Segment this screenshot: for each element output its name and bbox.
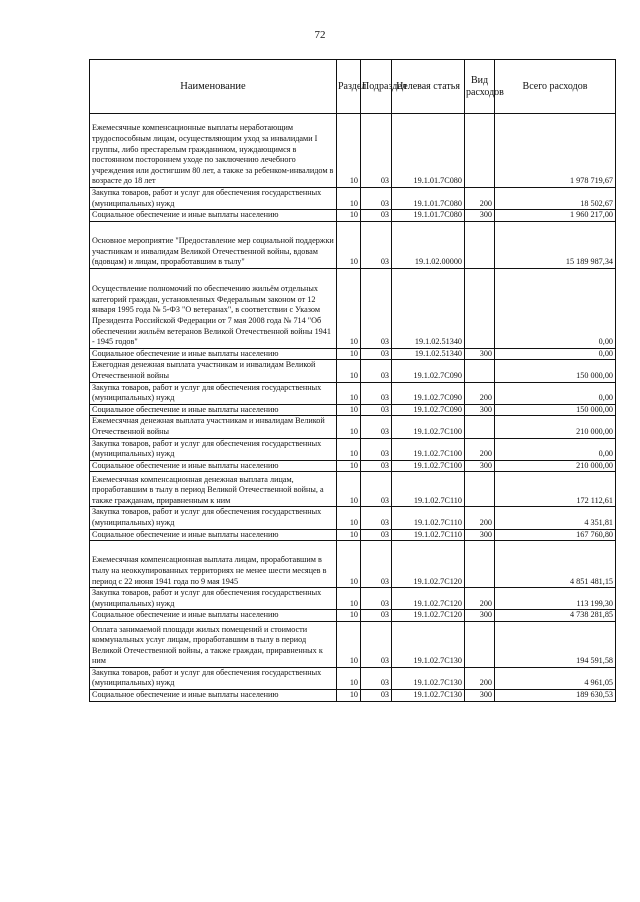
row-subsection: 03 [361,541,392,588]
table-row [90,382,616,404]
row-section: 10 [337,221,361,268]
row-type [465,621,495,667]
row-total: 4 738 281,85 [495,610,616,622]
row-subsection: 03 [361,690,392,702]
row-total: 18 502,67 [495,188,616,210]
row-subsection: 03 [361,188,392,210]
row-section: 10 [337,360,361,382]
row-total: 172 112,61 [495,472,616,507]
row-subsection: 03 [361,588,392,610]
row-total: 0,00 [495,268,616,348]
row-section: 10 [337,404,361,416]
row-type: 300 [465,210,495,222]
row-total: 0,00 [495,438,616,460]
table-row [90,348,616,360]
row-type: 300 [465,348,495,360]
row-type [465,221,495,268]
row-section: 10 [337,382,361,404]
row-section: 10 [337,210,361,222]
row-total: 4 851 481,15 [495,541,616,588]
table-row [90,460,616,472]
row-total: 4 961,05 [495,667,616,689]
row-name: Ежемесячная компенсационная денежная выплата лицам, проработавшим в тылу в период Великой Отечественной войны, а также гражданам, приравненным к ним [90,472,337,507]
header-total: Всего расходов [495,60,616,114]
row-type [465,360,495,382]
row-subsection: 03 [361,360,392,382]
row-section: 10 [337,438,361,460]
row-name: Закупка товаров, работ и услуг для обеспечения государственных (муниципальных) нужд [90,667,337,689]
row-type: 300 [465,460,495,472]
row-total: 1 960 217,00 [495,210,616,222]
row-name: Социальное обеспечение и иные выплаты населению [90,210,337,222]
row-section: 10 [337,472,361,507]
table-row [90,507,616,529]
row-type: 200 [465,667,495,689]
row-subsection: 03 [361,268,392,348]
row-total: 194 591,58 [495,621,616,667]
row-name: Оплата занимаемой площади жилых помещений и стоимости коммунальных услуг лицам, проработавшим в тылу в период Великой Отечественной войны, а также граждан, приравненных к ним [90,621,337,667]
table-row [90,360,616,382]
table-body [90,114,616,702]
row-subsection: 03 [361,610,392,622]
row-total: 113 199,30 [495,588,616,610]
table-row [90,221,616,268]
row-subsection: 03 [361,404,392,416]
row-subsection: 03 [361,460,392,472]
table-row [90,210,616,222]
row-target: 19.1.01.7С080 [392,188,465,210]
row-section: 10 [337,507,361,529]
row-type: 300 [465,529,495,541]
row-subsection: 03 [361,348,392,360]
row-total: 189 630,53 [495,690,616,702]
table-row [90,588,616,610]
row-target: 19.1.02.7С130 [392,667,465,689]
row-target: 19.1.02.7С090 [392,382,465,404]
page-number: 72 [314,29,326,41]
header-section: Раздел [337,60,361,114]
row-subsection: 03 [361,382,392,404]
table-row [90,114,616,188]
row-target: 19.1.02.7С120 [392,588,465,610]
row-target: 19.1.02.51340 [392,348,465,360]
table-row [90,188,616,210]
row-total: 210 000,00 [495,416,616,438]
row-target: 19.1.02.7С100 [392,438,465,460]
row-name: Основное мероприятие "Предоставление мер социальной поддержки участникам и инвалидам Великой Отечественной войны, вдовам (вдовцам) и лицам, проработавшим в тылу" [90,221,337,268]
row-name: Социальное обеспечение и иные выплаты населению [90,610,337,622]
row-target: 19.1.02.7С110 [392,507,465,529]
row-target: 19.1.02.51340 [392,268,465,348]
row-target: 19.1.02.7С100 [392,460,465,472]
row-type: 300 [465,690,495,702]
row-type: 200 [465,188,495,210]
row-name: Ежемесячная денежная выплата участникам и инвалидам Великой Отечественной войны [90,416,337,438]
table-row [90,416,616,438]
header-target: Целевая статья [392,60,465,114]
row-name: Закупка товаров, работ и услуг для обеспечения государственных (муниципальных) нужд [90,438,337,460]
row-type: 300 [465,404,495,416]
header-name: Наименование [90,60,337,114]
row-name: Ежемесячные компенсационные выплаты неработающим трудоспособным лицам, осуществляющим уход за инвалидами I группы, либо престарелым гражданином, нуждающимся в постоянном постороннем уходе по заключению лечебного учреждения или достигшим 80 лет, а также за ребенком-инвалидом в возрасте до 18 лет [90,114,337,188]
row-subsection: 03 [361,114,392,188]
row-total: 150 000,00 [495,360,616,382]
row-type [465,541,495,588]
row-type: 200 [465,588,495,610]
row-target: 19.1.01.7С080 [392,114,465,188]
row-subsection: 03 [361,507,392,529]
row-name: Социальное обеспечение и иные выплаты населению [90,529,337,541]
row-target: 19.1.02.7С130 [392,690,465,702]
row-total: 210 000,00 [495,460,616,472]
row-name: Социальное обеспечение и иные выплаты населению [90,404,337,416]
row-target: 19.1.01.7С080 [392,210,465,222]
row-section: 10 [337,188,361,210]
row-type: 200 [465,438,495,460]
header-subsection: Подраздел [361,60,392,114]
row-section: 10 [337,541,361,588]
table-header-row [90,60,616,114]
row-subsection: 03 [361,210,392,222]
row-type [465,114,495,188]
row-name: Ежемесячная компенсационная выплата лицам, проработавшим в тылу на неоккупированных территориях не менее шести месяцев в период с 22 июня 1941 года по 9 мая 1945 [90,541,337,588]
row-subsection: 03 [361,438,392,460]
row-total: 1 978 719,67 [495,114,616,188]
row-name: Социальное обеспечение и иные выплаты населению [90,460,337,472]
row-total: 4 351,81 [495,507,616,529]
row-total: 0,00 [495,382,616,404]
row-section: 10 [337,114,361,188]
budget-table [89,59,616,702]
row-type: 200 [465,507,495,529]
row-target: 19.1.02.7С100 [392,416,465,438]
table-row [90,529,616,541]
row-target: 19.1.02.00000 [392,221,465,268]
row-name: Ежегодная денежная выплата участникам и инвалидам Великой Отечественной войны [90,360,337,382]
table-row [90,541,616,588]
row-target: 19.1.02.7С090 [392,360,465,382]
row-target: 19.1.02.7С130 [392,621,465,667]
table-row [90,610,616,622]
row-name: Закупка товаров, работ и услуг для обеспечения государственных (муниципальных) нужд [90,188,337,210]
row-subsection: 03 [361,621,392,667]
row-target: 19.1.02.7С120 [392,541,465,588]
row-total: 150 000,00 [495,404,616,416]
row-type: 200 [465,382,495,404]
row-subsection: 03 [361,416,392,438]
row-name: Осуществление полномочий по обеспечению жильём отдельных категорий граждан, установленных Федеральным законом от 12 января 1995 года № 5-ФЗ "О ветеранах", в соответствии с Указом Президента Российской Федерации от 7 мая 2008 года № 714 "Об обеспечении жильём ветеранов Великой Отечественной войны 1941 - 1945 годов" [90,268,337,348]
row-target: 19.1.02.7С120 [392,610,465,622]
table-row [90,438,616,460]
row-section: 10 [337,348,361,360]
table-row [90,667,616,689]
row-type [465,416,495,438]
row-subsection: 03 [361,221,392,268]
row-section: 10 [337,610,361,622]
row-type [465,268,495,348]
row-name: Закупка товаров, работ и услуг для обеспечения государственных (муниципальных) нужд [90,382,337,404]
table-row [90,404,616,416]
row-subsection: 03 [361,529,392,541]
row-subsection: 03 [361,472,392,507]
row-name: Социальное обеспечение и иные выплаты населению [90,348,337,360]
row-section: 10 [337,588,361,610]
row-name: Закупка товаров, работ и услуг для обеспечения государственных (муниципальных) нужд [90,588,337,610]
row-section: 10 [337,460,361,472]
row-section: 10 [337,667,361,689]
row-section: 10 [337,416,361,438]
row-target: 19.1.02.7С090 [392,404,465,416]
row-total: 167 760,80 [495,529,616,541]
row-section: 10 [337,621,361,667]
row-name: Социальное обеспечение и иные выплаты населению [90,690,337,702]
table-row [90,268,616,348]
row-section: 10 [337,529,361,541]
row-target: 19.1.02.7С110 [392,472,465,507]
row-total: 15 189 987,34 [495,221,616,268]
table-row [90,690,616,702]
row-total: 0,00 [495,348,616,360]
row-subsection: 03 [361,667,392,689]
row-section: 10 [337,268,361,348]
row-type [465,472,495,507]
row-target: 19.1.02.7С110 [392,529,465,541]
row-section: 10 [337,690,361,702]
row-name: Закупка товаров, работ и услуг для обеспечения государственных (муниципальных) нужд [90,507,337,529]
table-row [90,472,616,507]
table-row [90,621,616,667]
header-type: Вид расходов [465,60,495,114]
row-type: 300 [465,610,495,622]
